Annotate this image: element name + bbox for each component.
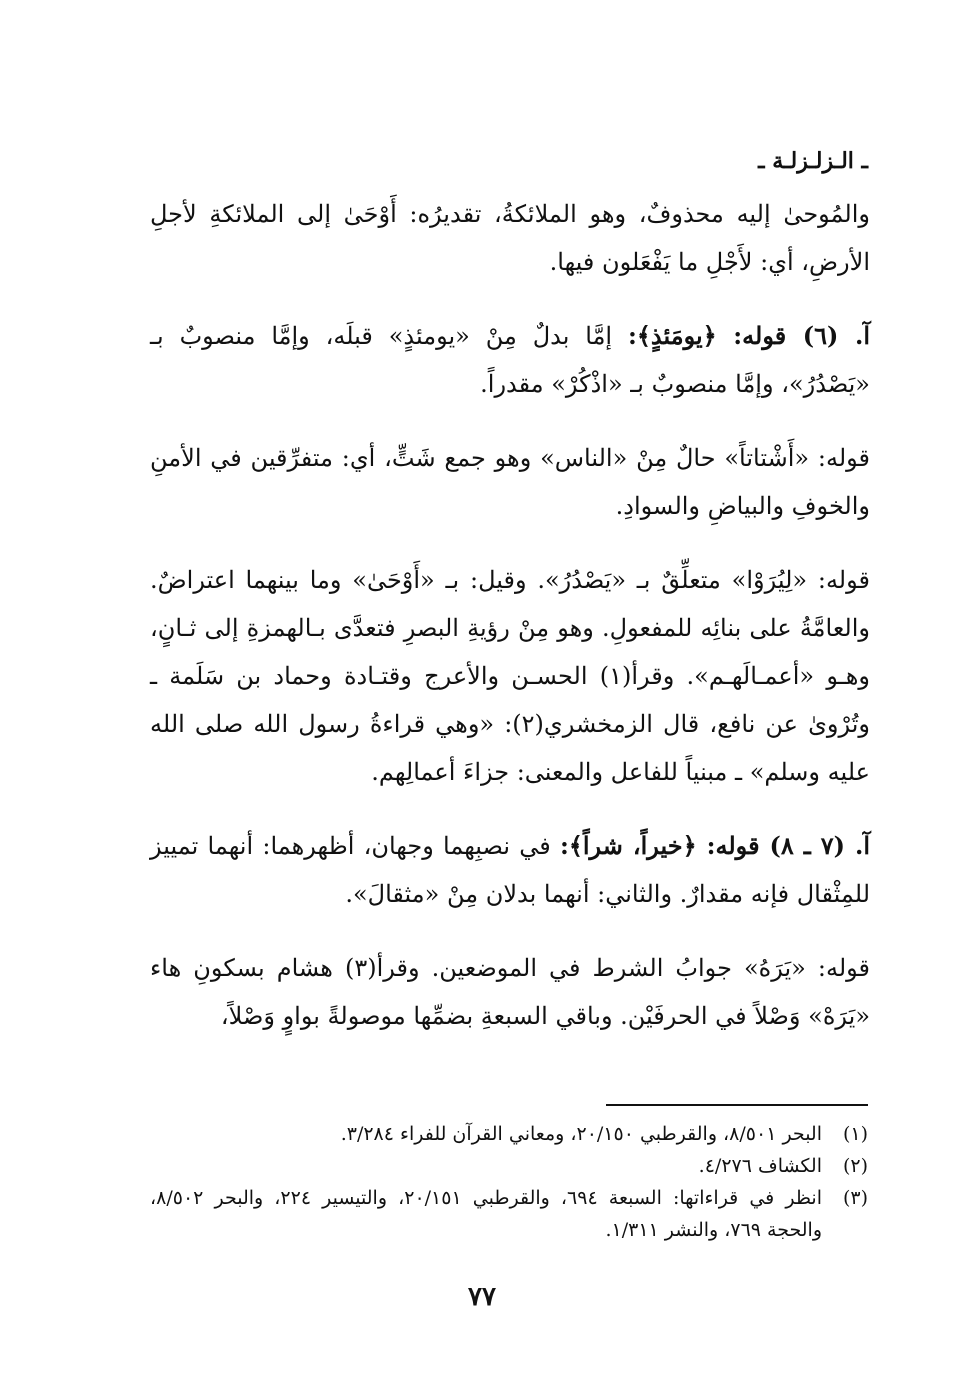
footnote-number: (١) bbox=[842, 1123, 868, 1145]
paragraph bbox=[150, 312, 870, 408]
paragraph-text: في نصبِهما وجهان، أظهرهما: أنهما تمييز للمِثْقال فإنه مقدارٌ. والثاني: أنهما بدلان مِنْ «مثقالَ». bbox=[150, 832, 870, 908]
footnotes bbox=[150, 1118, 868, 1246]
footnote bbox=[150, 1118, 868, 1150]
paragraph bbox=[150, 434, 870, 530]
footnote bbox=[150, 1150, 868, 1182]
footnote bbox=[150, 1182, 868, 1246]
footnote-text: انظر في قراءاتها: السبعة ٦٩٤، والقرطبي ٢٠/١٥١، والتيسير ٢٢٤، والبحر ٨/٥٠٢، والحجة ٧٦٩، والنشر ١/٣١١. bbox=[150, 1187, 822, 1241]
page-number: ٧٧ bbox=[468, 1282, 496, 1312]
paragraph-text: قوله: «أَشْتاتاً» حالٌ مِنْ «الناس» وهو جمع شَتٍّ، أي: متفرِّقين في الأمنِ والخوفِ والبياضِ والسوادِ. bbox=[150, 444, 870, 520]
footnote-divider bbox=[606, 1104, 868, 1106]
footnote-number: (٢) bbox=[842, 1155, 868, 1177]
verse-lead: آ. (٧ ـ ٨) قوله: ﴿خيراً، شراً﴾: bbox=[559, 831, 870, 860]
paragraph bbox=[150, 190, 870, 286]
running-header: ـ الـزلـزلـة ـ bbox=[758, 148, 868, 174]
verse-lead: آ. (٦) قوله: ﴿يومَئذٍ﴾: bbox=[627, 321, 871, 350]
paragraph-text: قوله: «يَرَهُ» جوابُ الشرط في الموضعين. وقرأ(٣) هشام بسكونِ هاء «يَرَهْ» وَصْلاً في الحرفَيْن. وباقي السبعةِ بضمِّها موصولةً بواوٍ وَصْلاً، bbox=[150, 954, 871, 1030]
footnote-text: الكشاف ٤/٢٧٦. bbox=[698, 1155, 822, 1177]
footnote-text: البحر ٨/٥٠١، والقرطبي ٢٠/١٥٠، ومعاني القرآن للفراء ٣/٢٨٤. bbox=[340, 1123, 822, 1145]
paragraph bbox=[150, 822, 870, 918]
paragraph bbox=[150, 556, 870, 796]
paragraph-text: والمُوحىٰ إليه محذوفٌ، وهو الملائكةُ، تقديرُه: أَوْحَىٰ إلى الملائكةِ لأجلِ الأرضِ، أي: لأَجْلِ ما يَفْعَلون فيها. bbox=[150, 200, 870, 276]
paragraph bbox=[150, 944, 870, 1040]
paragraph-text: قوله: «لِيُرَوْا» متعلِّقٌ بـ «يَصْدُرُ». وقيل: بـ «أَوْحَىٰ» وما بينهما اعتراضٌ. والعامَّةُ على بنائِه للمفعولِ. وهو مِنْ رؤيةِ البصرِ فتعدَّى بـالهمزةِ إلى ثـانٍ، وهـو «أعمـالَهـم». وقرأ(١) الحسـن والأعرج وقتـادة وحماد بن سَلَمة ـ وتُرْوىٰ عن نافع، قال الزمخشري(٢): «وهي قراءةُ رسول الله صلى الله عليه وسلم» ـ مبنياً للفاعل والمعنى: جزاءَ أعمالِهم. bbox=[150, 566, 871, 786]
footnote-number: (٣) bbox=[842, 1187, 868, 1209]
main-text bbox=[150, 190, 870, 1040]
paragraph-text: إمَّا بدلٌ مِنْ «يومئذٍ» قبلَه، وإمَّا منصوبٌ بـ «يَصْدُرُ»، وإمَّا منصوبٌ بـ «اذْكُرْ» مقدراً. bbox=[150, 322, 870, 398]
